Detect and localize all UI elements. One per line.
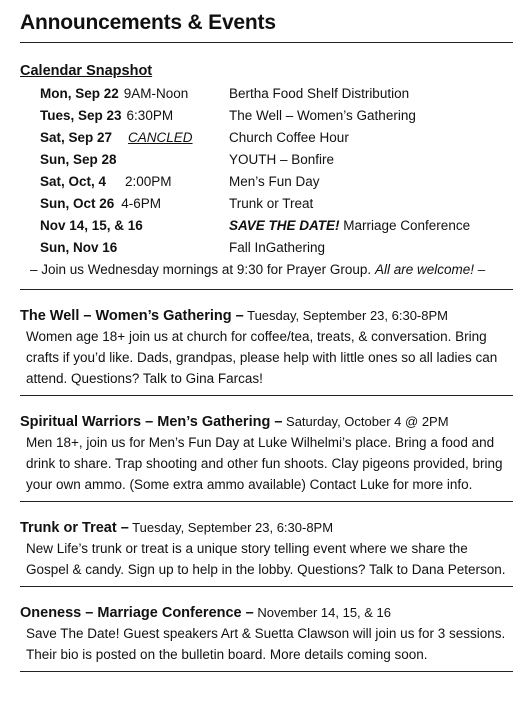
calendar-time: 4-6PM xyxy=(121,196,162,211)
section-date: November 14, 15, & 16 xyxy=(253,605,392,620)
calendar-row xyxy=(40,237,513,259)
section-womens-gathering xyxy=(20,290,513,395)
announcements-page xyxy=(20,10,513,672)
calendar-desc: Church Coffee Hour xyxy=(229,130,349,145)
calendar-time-canceled: CANCLED xyxy=(128,130,193,145)
section-mens-gathering xyxy=(20,396,513,501)
calendar-date: Sun, Oct 26 xyxy=(40,196,115,211)
calendar-desc: Bertha Food Shelf Distribution xyxy=(229,86,410,101)
section-heading xyxy=(20,603,513,623)
section-body: Save The Date! Guest speakers Art & Suetta Clawson will join us for 3 sessions. Their bio is posted on the bulletin board. More details coming soon. xyxy=(26,626,506,662)
calendar-desc: Fall InGathering xyxy=(229,240,326,255)
calendar-heading: Calendar Snapshot xyxy=(20,63,153,79)
calendar-desc: The Well – Women’s Gathering xyxy=(229,108,416,123)
calendar-row xyxy=(40,149,513,171)
section-trunk-or-treat xyxy=(20,502,513,586)
section-date: Tuesday, September 23, 6:30-8PM xyxy=(128,520,334,535)
calendar-date: Mon, Sep 22 xyxy=(40,86,119,101)
calendar-row xyxy=(40,171,513,193)
section-heading xyxy=(20,306,513,326)
section-heading xyxy=(20,412,513,432)
section-marriage-conference xyxy=(20,587,513,671)
section-date: Tuesday, September 23, 6:30-8PM xyxy=(243,308,448,323)
calendar-desc: YOUTH – Bonfire xyxy=(229,152,335,167)
section-body: Women age 18+ join us at church for coffee/tea, treats, & conversation. Bring crafts if you’d like. Dads, grandpas, please help with little ones so all ladies can attend. Questions? Talk to Gina Farcas! xyxy=(26,329,498,386)
calendar-row xyxy=(40,127,513,149)
calendar-row xyxy=(40,83,513,105)
calendar-row xyxy=(40,105,513,127)
calendar-desc: Trunk or Treat xyxy=(229,196,314,211)
section-title: Trunk or Treat – xyxy=(20,520,129,536)
calendar-desc-text: Marriage Conference xyxy=(339,218,471,233)
calendar-row xyxy=(40,193,513,215)
section-title: Oneness – Marriage Conference – xyxy=(20,605,254,621)
calendar-table xyxy=(40,83,513,259)
divider xyxy=(20,671,513,672)
calendar-date: Sun, Sep 28 xyxy=(40,152,117,167)
prayer-group-note xyxy=(30,259,513,281)
calendar-desc: Men’s Fun Day xyxy=(229,174,320,189)
section-title: The Well – Women’s Gathering – xyxy=(20,308,244,324)
section-body: Men 18+, join us for Men’s Fun Day at Luke Wilhelmi’s place. Bring a food and drink to share. Trap shooting and other fun shoots. Clay pigeons provided, bring your own ammo. (Some extra ammo available) Contact Luke for more info. xyxy=(26,435,503,492)
calendar-date: Sat, Oct, 4 xyxy=(40,174,107,189)
section-title: Spiritual Warriors – Men’s Gathering – xyxy=(20,414,283,430)
calendar-date: Tues, Sep 23 xyxy=(40,108,122,123)
save-the-date-label: SAVE THE DATE! xyxy=(229,218,340,233)
calendar-date: Sun, Nov 16 xyxy=(40,240,118,255)
prayer-welcome: All are welcome! – xyxy=(374,262,486,277)
section-date: Saturday, October 4 @ 2PM xyxy=(282,414,449,429)
calendar-date: Nov 14, 15, & 16 xyxy=(40,218,143,233)
calendar-time: 9AM-Noon xyxy=(123,86,189,101)
calendar-time: 2:00PM xyxy=(125,174,172,189)
calendar-time: 6:30PM xyxy=(126,108,174,123)
prayer-text: – Join us Wednesday mornings at 9:30 for Prayer Group. xyxy=(30,262,375,277)
calendar-date: Sat, Sep 27 xyxy=(40,130,113,145)
section-heading xyxy=(20,518,513,538)
section-body: New Life’s trunk or treat is a unique story telling event where we share the Gospel & candy. Sign up to help in the lobby. Questions? Talk to Dana Peterson. xyxy=(26,541,506,577)
page-title: Announcements & Events xyxy=(20,10,513,43)
calendar-desc xyxy=(229,215,470,237)
calendar-row xyxy=(40,215,513,237)
